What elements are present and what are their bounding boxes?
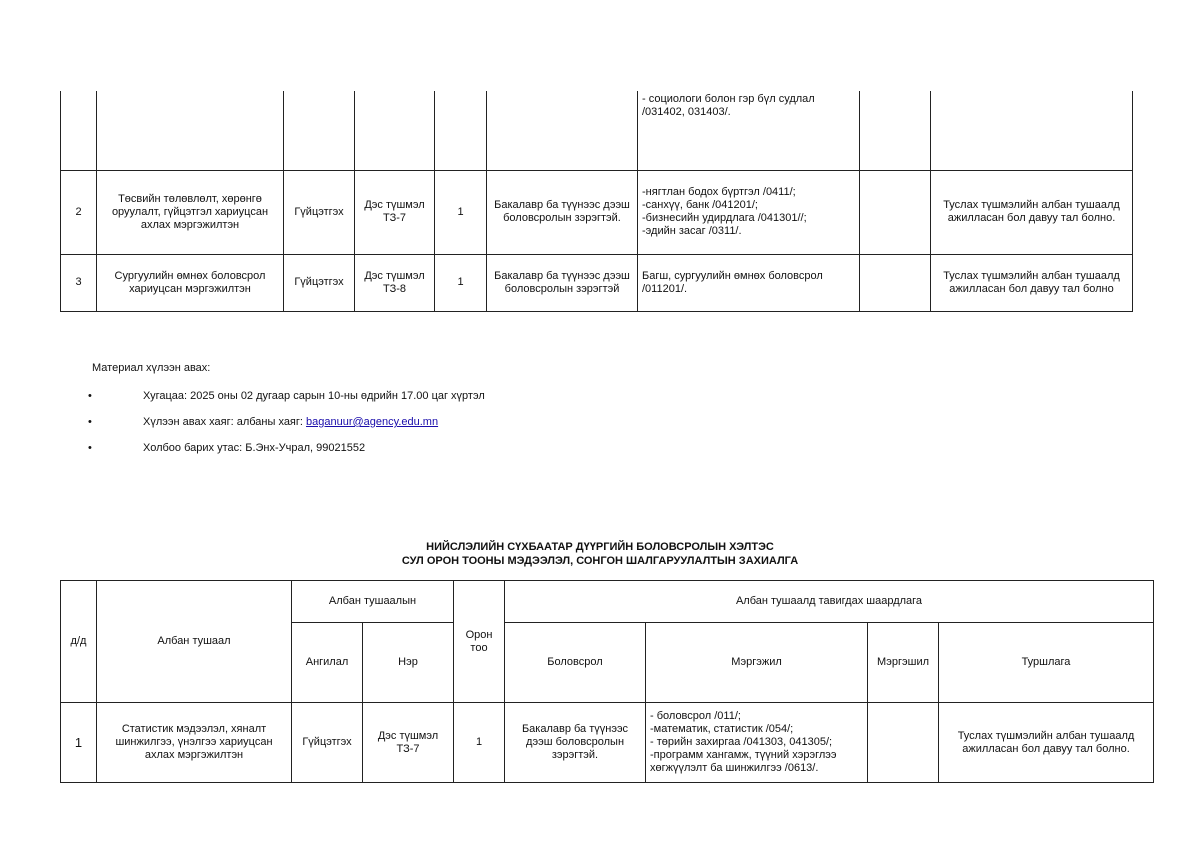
- experience-cell: [931, 91, 1133, 170]
- position-cell: [97, 91, 284, 170]
- header-name: Нэр: [363, 623, 454, 703]
- contact-item: [88, 442, 366, 455]
- skill-cell: [860, 170, 931, 254]
- row-number: 3: [61, 254, 97, 311]
- count-cell: 1: [435, 254, 487, 311]
- rank-cell: [355, 91, 435, 170]
- table-row: [61, 91, 1133, 170]
- rank-cell: Дэс түшмэл ТЗ-8: [355, 254, 435, 311]
- header-specialty: Мэргэжил: [646, 623, 868, 703]
- position-cell: Сургуулийн өмнөх боловсрол хариуцсан мэргэжилтэн: [97, 254, 284, 311]
- address-item: [88, 416, 439, 429]
- specialty-cell: -нягтлан бодох бүртгэл /0411/; -санхүү, банк /041201/; -бизнесийн удирдлага /041301//; -эдийн засаг /0311/.: [638, 170, 860, 254]
- education-cell: Бакалавр ба түүнээс дээш боловсролын зэрэгтэй.: [487, 170, 638, 254]
- title-line-1: НИЙСЛЭЛИЙН СҮХБААТАР ДҮҮРГИЙН БОЛОВСРОЛЫН ХЭЛТЭС: [426, 541, 774, 553]
- header-position: Албан тушаал: [97, 581, 292, 703]
- email-link[interactable]: baganuur@agency.edu.mn: [306, 416, 439, 428]
- specialty-cell: Багш, сургуулийн өмнөх боловсрол /011201/.: [638, 254, 860, 311]
- contact-text: Холбоо барих утас: Б.Энх-Учрал, 99021552: [143, 442, 366, 454]
- row-number: 1: [61, 703, 97, 783]
- skill-cell: [860, 91, 931, 170]
- count-cell: 1: [435, 170, 487, 254]
- header-skill: Мэргэшил: [868, 623, 939, 703]
- category-cell: Гүйцэтгэх: [284, 254, 355, 311]
- category-cell: [284, 91, 355, 170]
- vacancy-table-continued: [60, 91, 1133, 312]
- table-row: [61, 170, 1133, 254]
- position-cell: Статистик мэдээлэл, хяналт шинжилгээ, үнэлгээ хариуцсан ахлах мэргэжилтэн: [97, 703, 292, 783]
- count-cell: 1: [454, 703, 505, 783]
- header-position-group: Албан тушаалын: [292, 581, 454, 623]
- table-row: [61, 254, 1133, 311]
- vacancy-table: [60, 580, 1154, 783]
- experience-cell: Туслах түшмэлийн албан тушаалд ажилласан бол давуу тал болно.: [931, 170, 1133, 254]
- header-requirements: Албан тушаалд тавигдах шаардлага: [505, 581, 1154, 623]
- specialty-cell: - боловсрол /011/; -математик, статистик /054/; - төрийн захиргаа /041303, 041305/; -программ хангамж, түүний хэрэглээ хөгжүүлэлт ба шинжилгээ /0613/.: [646, 703, 868, 783]
- experience-cell: Туслах түшмэлийн албан тушаалд ажилласан бол давуу тал болно: [931, 254, 1133, 311]
- address-label: Хүлээн авах хаяг: албаны хаяг:: [143, 416, 307, 428]
- specialty-cell: - социологи болон гэр бүл судлал /031402, 031403/.: [638, 91, 860, 170]
- header-row: [61, 581, 1154, 623]
- rank-cell: Дэс түшмэл ТЗ-7: [363, 703, 454, 783]
- address-text: [143, 416, 438, 428]
- rank-cell: Дэс түшмэл ТЗ-7: [355, 170, 435, 254]
- category-cell: Гүйцэтгэх: [284, 170, 355, 254]
- count-cell: [435, 91, 487, 170]
- row-number: [61, 91, 97, 170]
- materials-section: [88, 362, 485, 468]
- category-cell: Гүйцэтгэх: [292, 703, 363, 783]
- title-line-2: СУЛ ОРОН ТООНЫ МЭДЭЭЛЭЛ, СОНГОН ШАЛГАРУУЛАЛТЫН ЗАХИАЛГА: [401, 555, 799, 567]
- deadline-item: [88, 390, 485, 403]
- header-education: Боловсрол: [505, 623, 646, 703]
- skill-cell: [868, 703, 939, 783]
- header-experience: Туршлага: [939, 623, 1154, 703]
- education-cell: Бакалавр ба түүнээс дээш боловсролын зэрэгтэй.: [505, 703, 646, 783]
- header-number: д/д: [61, 581, 97, 703]
- page-title: [0, 540, 1200, 568]
- table-row: [61, 703, 1154, 783]
- header-category: Ангилал: [292, 623, 363, 703]
- header-count: Орон тоо: [454, 581, 505, 703]
- skill-cell: [860, 254, 931, 311]
- materials-intro: Материал хүлээн авах:: [92, 362, 211, 374]
- position-cell: Төсвийн төлөвлөлт, хөрөнгө оруулалт, гүйцэтгэл хариуцсан ахлах мэргэжилтэн: [97, 170, 284, 254]
- education-cell: Бакалавр ба түүнээс дээш боловсролын зэрэгтэй: [487, 254, 638, 311]
- bullet-icon: •: [88, 390, 92, 402]
- education-cell: [487, 91, 638, 170]
- bullet-icon: •: [88, 416, 92, 428]
- experience-cell: Туслах түшмэлийн албан тушаалд ажилласан бол давуу тал болно.: [939, 703, 1154, 783]
- deadline-text: Хугацаа: 2025 оны 02 дугаар сарын 10-ны өдрийн 17.00 цаг хүртэл: [143, 390, 485, 402]
- row-number: 2: [61, 170, 97, 254]
- bullet-icon: •: [88, 442, 92, 454]
